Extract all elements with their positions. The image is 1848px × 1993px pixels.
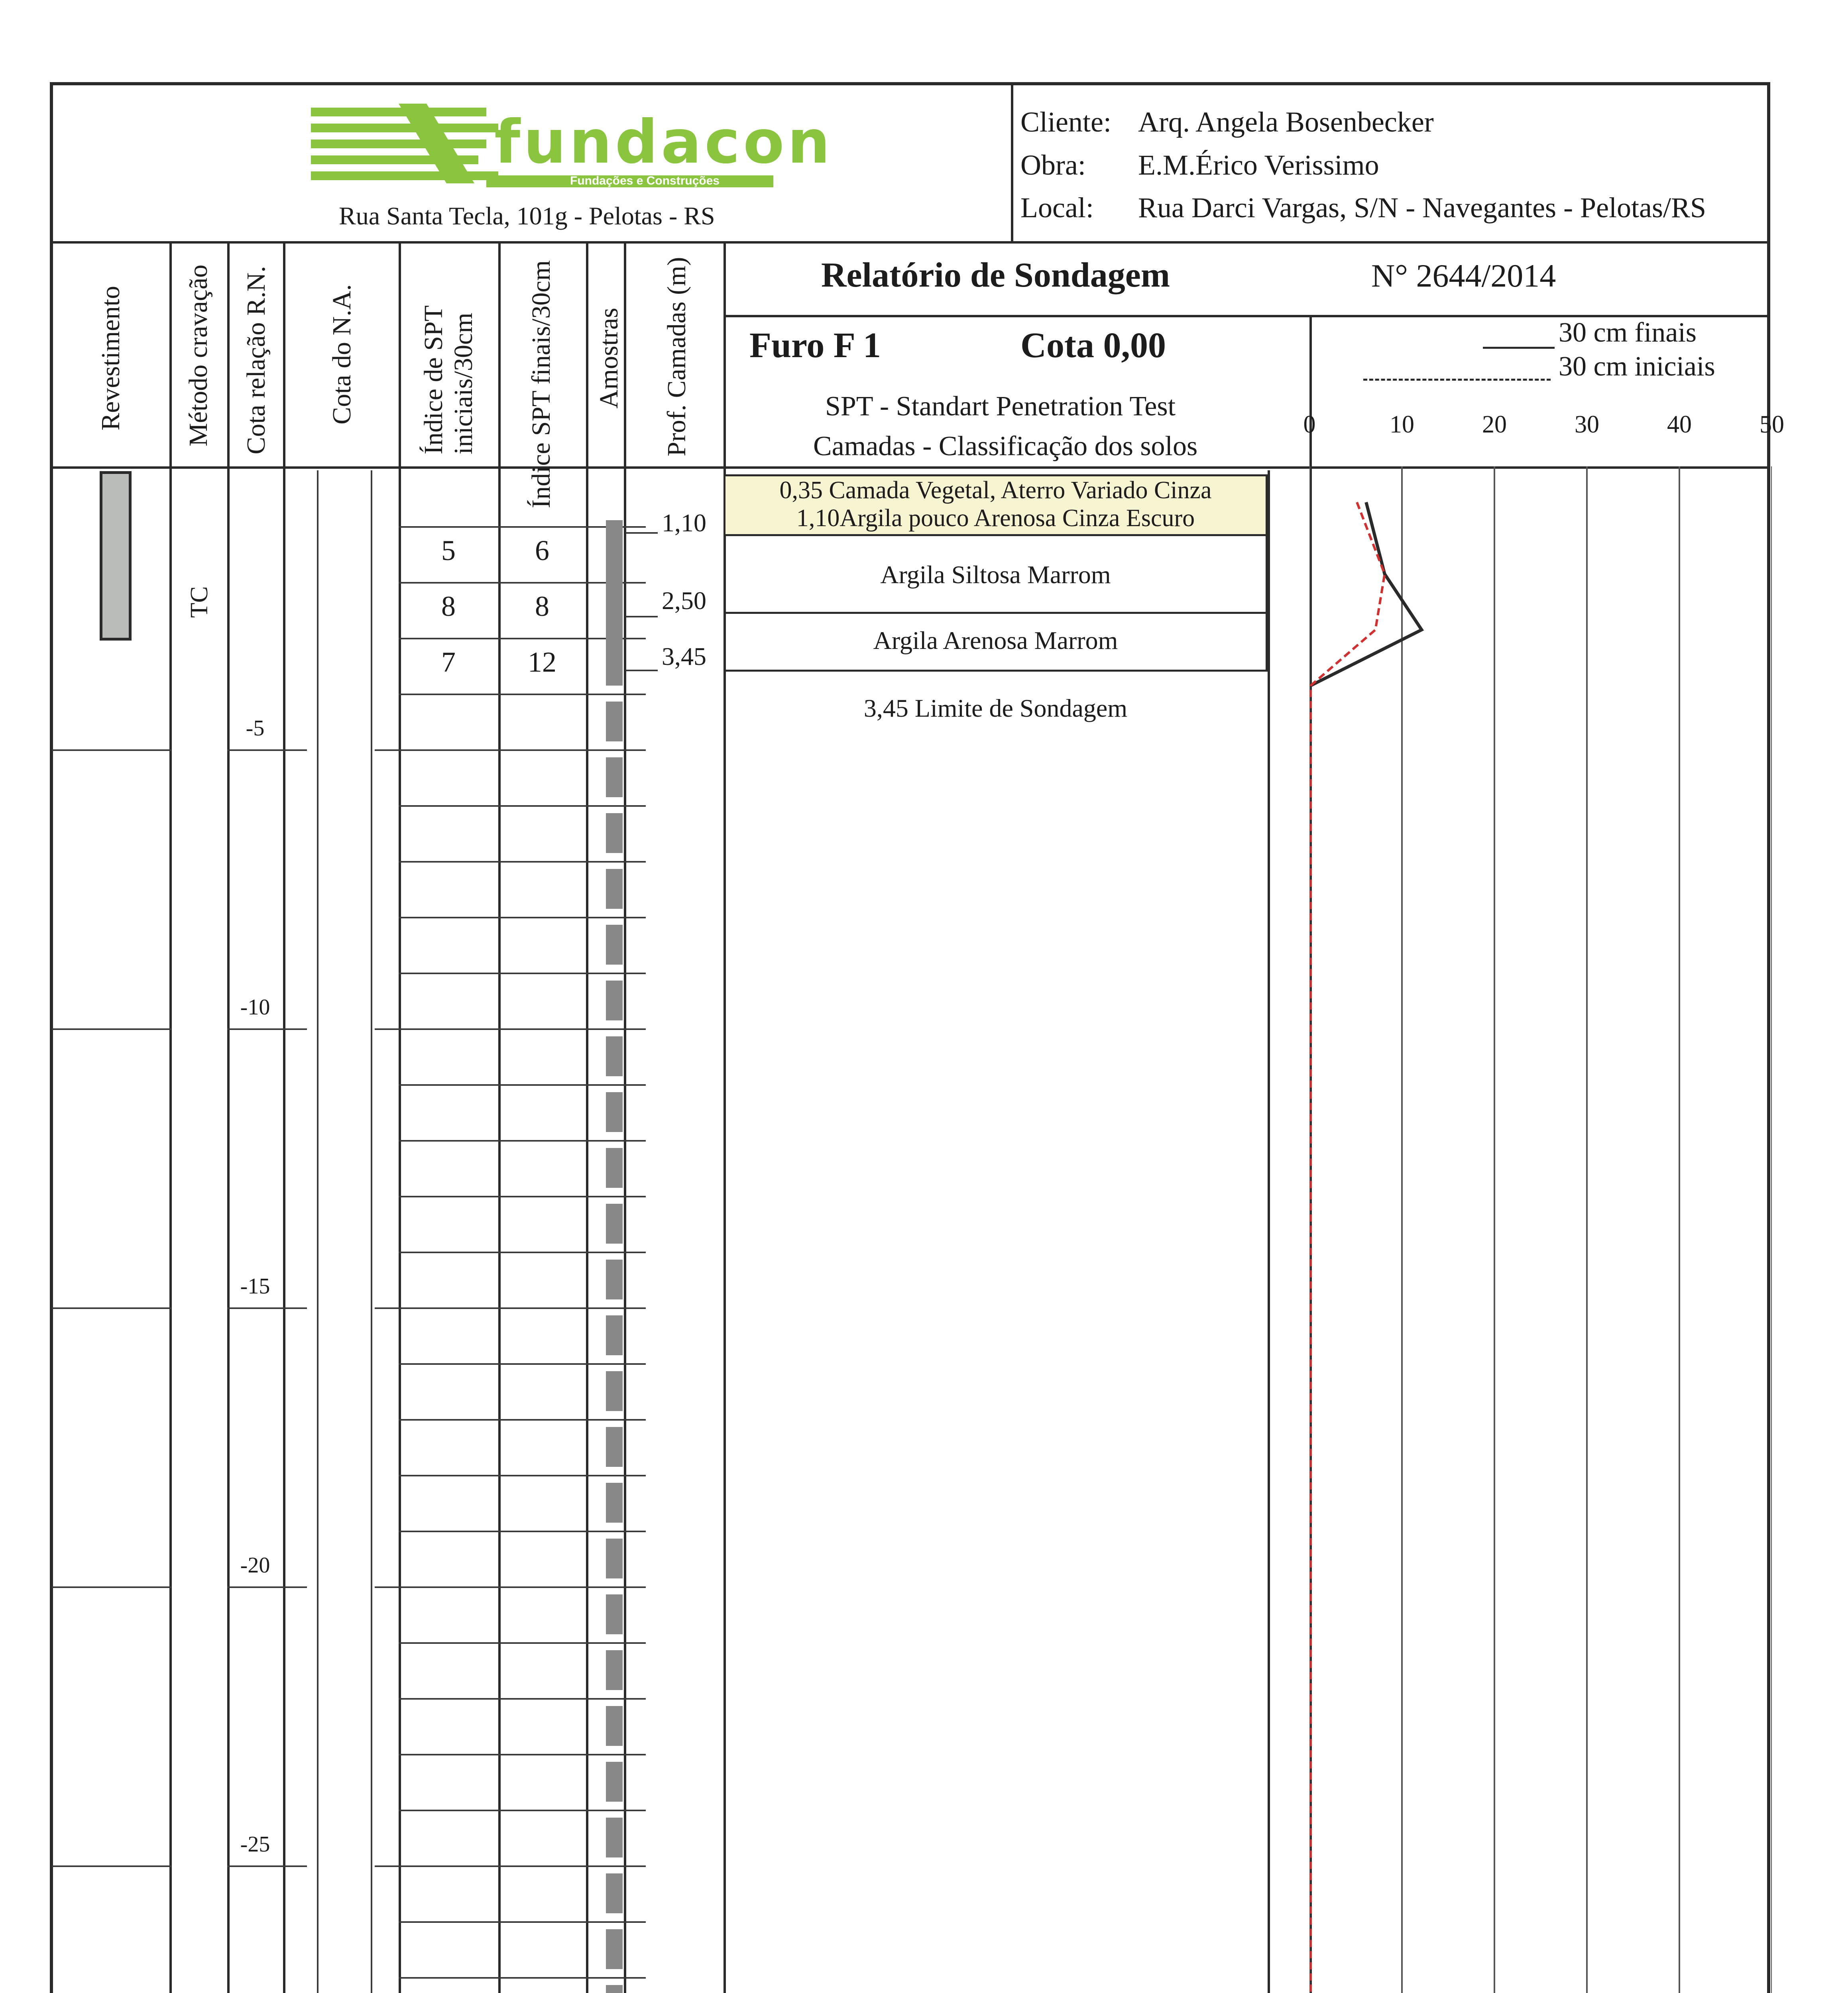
sample-marker — [606, 520, 623, 560]
layer-1-line-1: 0,35 Camada Vegetal, Aterro Variado Cinza — [779, 477, 1212, 504]
spt-row-line — [399, 1754, 646, 1755]
spt-row-line — [399, 1363, 646, 1365]
camadas-description: Camadas - Classificação dos solos — [813, 431, 1198, 462]
header-prof-camadas: Prof. Camadas (m) — [662, 257, 691, 456]
grid-line — [227, 1307, 285, 1309]
grid-line — [227, 1028, 285, 1030]
spt-row-line — [399, 749, 646, 751]
spt-row-line — [399, 1921, 646, 1923]
header-spt-iniciais-1: Índice de SPT — [419, 305, 448, 454]
layer-depth-1: 1,10 — [662, 509, 706, 537]
spt-chart — [1309, 466, 1772, 1993]
layer-depth-tick-1 — [626, 532, 658, 534]
sample-marker — [606, 1483, 623, 1523]
report-title: Relatório de Sondagem — [821, 256, 1170, 295]
col-line-1 — [169, 241, 172, 1993]
spt-row-line — [399, 1531, 646, 1532]
sample-marker — [606, 869, 623, 909]
sample-marker — [606, 1092, 623, 1132]
sample-marker — [606, 574, 623, 614]
spt-row-line — [399, 1698, 646, 1700]
spt-row-1-final: 6 — [535, 535, 549, 566]
spt-row-line — [399, 1028, 646, 1030]
sample-marker — [606, 1371, 623, 1411]
spt-row-1-initial: 5 — [441, 535, 456, 566]
sample-marker — [606, 1148, 623, 1188]
work-value: E.M.Érico Verissimo — [1138, 149, 1379, 181]
chart-series-2 — [1311, 502, 1385, 1993]
spt-row-line — [399, 805, 646, 807]
spt-row-line — [399, 1865, 646, 1867]
chart-x-tick: 30 — [1575, 411, 1599, 438]
sample-marker — [606, 630, 623, 670]
sample-marker — [606, 1706, 623, 1746]
spt-row-2-final: 8 — [535, 590, 549, 622]
chart-series-1 — [1311, 502, 1421, 686]
header-spt-iniciais-2: iniciais/30cm — [449, 313, 478, 454]
casing-bar — [100, 471, 132, 641]
furo-label: Furo F 1 — [749, 326, 881, 365]
grid-line — [227, 1586, 285, 1588]
spt-row-line — [399, 1084, 646, 1086]
chart-x-tick: 40 — [1667, 411, 1692, 438]
spt-row-line — [399, 694, 646, 695]
header-revestimento: Revestimento — [96, 286, 125, 430]
grid-line — [52, 1865, 171, 1867]
header-metodo: Método cravação — [184, 264, 213, 446]
header-cota-na: Cota do N.A. — [327, 284, 356, 425]
layer-2-line-1: Argila Siltosa Marrom — [880, 560, 1111, 589]
layer-depth-2: 2,50 — [662, 586, 706, 615]
spt-row-line — [399, 1475, 646, 1476]
spt-row-line — [399, 1252, 646, 1253]
col-line-2 — [227, 241, 230, 1993]
depth-tick-label: -5 — [246, 716, 265, 741]
sample-marker — [606, 813, 623, 853]
header-amostras: Amostras — [594, 308, 623, 409]
header-spt-finais: Índice SPT finais/30cm — [527, 260, 556, 508]
spt-row-line — [399, 1419, 646, 1421]
depth-tick-label: -15 — [240, 1274, 270, 1299]
col-line-7 — [624, 241, 626, 1993]
spt-row-line — [399, 1642, 646, 1644]
sample-marker — [606, 1985, 623, 1993]
layer-depth-tick-3 — [626, 670, 658, 671]
grid-line — [375, 749, 401, 751]
legend-final-line — [1483, 347, 1555, 349]
chart-x-tick: 0 — [1303, 411, 1316, 438]
spt-row-2-initial: 8 — [441, 590, 456, 622]
col-line-3 — [283, 241, 285, 1993]
client-value: Arq. Angela Bosenbecker — [1138, 106, 1434, 138]
depth-tick-label: -10 — [240, 995, 270, 1020]
legend-final: 30 cm finais — [1559, 317, 1697, 348]
grid-line — [371, 470, 372, 1993]
sample-marker — [606, 1427, 623, 1467]
col-line-5 — [498, 241, 501, 1993]
grid-line — [227, 1865, 285, 1867]
spt-row-line — [399, 1586, 646, 1588]
layer-depth-3: 3,45 — [662, 642, 706, 670]
grid-line — [283, 749, 307, 751]
client-label: Cliente: — [1020, 106, 1111, 138]
spt-row-line — [399, 1810, 646, 1811]
sample-marker — [606, 1873, 623, 1913]
method-value: TC — [186, 586, 213, 618]
spt-row-line — [399, 861, 646, 863]
spt-row-3-final: 12 — [528, 646, 556, 678]
grid-line — [283, 1586, 307, 1588]
layer-1-line-2: 1,10Argila pouco Arenosa Cinza Escuro — [796, 505, 1195, 532]
grid-line — [52, 749, 171, 751]
work-label: Obra: — [1020, 149, 1086, 181]
grid-line — [52, 1307, 171, 1309]
grid-line — [52, 1028, 171, 1030]
sample-marker — [606, 1036, 623, 1076]
legend-initial: 30 cm iniciais — [1559, 351, 1715, 382]
depth-tick-label: -20 — [240, 1553, 270, 1578]
end-of-boring-note: 3,45 Limite de Sondagem — [863, 694, 1128, 722]
header-divider — [50, 241, 1770, 244]
sample-marker — [606, 1594, 623, 1634]
location-label: Local: — [1020, 192, 1094, 224]
company-tagline: Fundações e Construções — [570, 174, 720, 187]
grid-line — [283, 1028, 307, 1030]
grid-line — [317, 470, 318, 1993]
col-line-9 — [1268, 470, 1270, 1993]
legend-initial-line — [1363, 379, 1551, 381]
company-address: Rua Santa Tecla, 101g - Pelotas - RS — [339, 202, 715, 230]
spt-row-line — [399, 1977, 646, 1979]
sample-marker — [606, 1204, 623, 1244]
header-cota-rn: Cota relação R.N. — [242, 266, 271, 454]
depth-tick-label: -25 — [240, 1832, 270, 1857]
spt-row-line — [399, 1196, 646, 1197]
chart-x-tick: 20 — [1482, 411, 1507, 438]
grid-line — [227, 749, 285, 751]
chart-header-split — [1309, 315, 1312, 466]
grid-line — [375, 1307, 401, 1309]
cota-label: Cota 0,00 — [1020, 326, 1166, 365]
location-value: Rua Darci Vargas, S/N - Navegantes - Pelotas/RS — [1138, 192, 1706, 224]
grid-line — [375, 1865, 401, 1867]
spt-row-line — [399, 973, 646, 974]
grid-line — [283, 1865, 307, 1867]
spt-description: SPT - Standart Penetration Test — [825, 391, 1176, 422]
report-number: N° 2644/2014 — [1371, 257, 1556, 294]
sample-marker — [606, 702, 623, 741]
sample-marker — [606, 1762, 623, 1802]
spt-row-line — [399, 1307, 646, 1309]
layer-3-line-1: Argila Arenosa Marrom — [873, 626, 1118, 655]
sample-marker — [606, 1650, 623, 1690]
chart-x-tick: 50 — [1760, 411, 1784, 438]
sample-marker — [606, 925, 623, 965]
col-line-4 — [399, 241, 401, 1993]
spt-chart-svg — [1309, 466, 1772, 1993]
sample-marker — [606, 1818, 623, 1857]
company-name: fundacon — [494, 108, 834, 177]
sample-marker — [606, 1539, 623, 1578]
sample-marker — [606, 1315, 623, 1355]
grid-line — [283, 1307, 307, 1309]
header-split — [1011, 82, 1013, 242]
spt-row-line — [399, 917, 646, 918]
sample-marker — [606, 981, 623, 1020]
grid-line — [375, 1586, 401, 1588]
spt-row-3-initial: 7 — [441, 646, 456, 678]
col-line-6 — [586, 241, 588, 1993]
grid-line — [52, 1586, 171, 1588]
grid-line — [375, 1028, 401, 1030]
sample-marker — [606, 757, 623, 797]
chart-x-tick: 10 — [1390, 411, 1414, 438]
sample-marker — [606, 1260, 623, 1299]
layer-depth-tick-2 — [626, 616, 658, 617]
sample-marker — [606, 1929, 623, 1969]
spt-row-line — [399, 1140, 646, 1142]
